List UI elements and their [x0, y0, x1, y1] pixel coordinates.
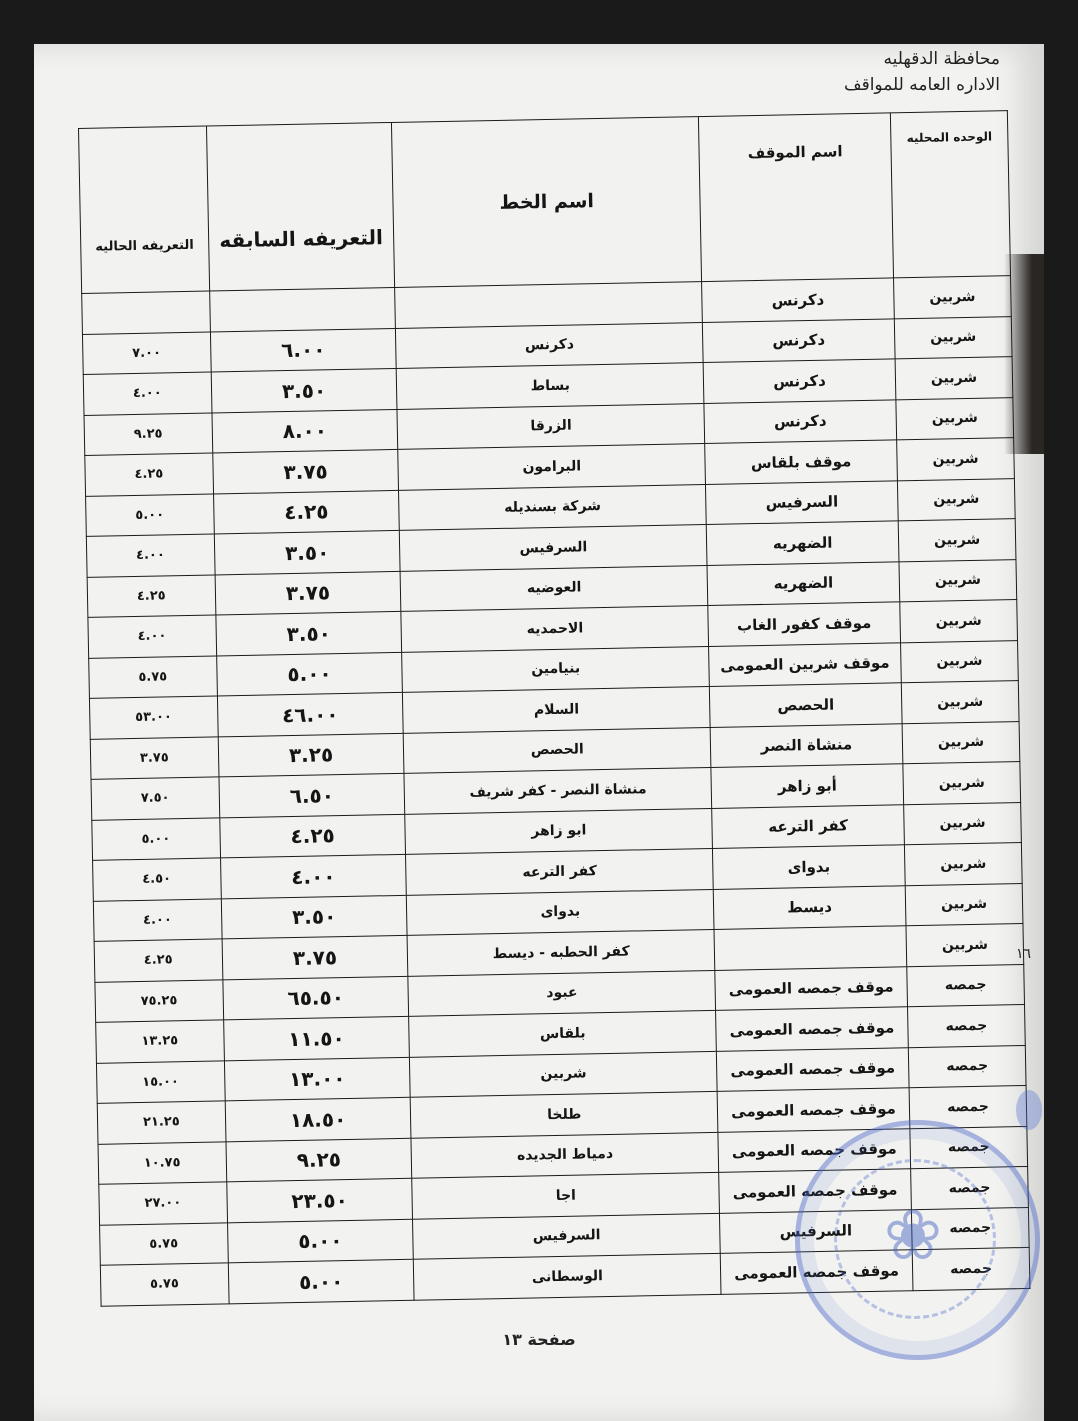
- cell-stop: أبو زاهر: [711, 764, 904, 808]
- cell-unit: شربين: [895, 357, 1013, 400]
- cell-stop: السرفيس: [719, 1209, 912, 1253]
- cell-line: عبود: [408, 970, 715, 1016]
- cell-curr: ٩.٢٥: [84, 412, 212, 455]
- cell-unit: شربين: [900, 600, 1018, 643]
- cell-line: البرامون: [398, 444, 705, 490]
- cell-stop: [714, 926, 907, 970]
- cell-line: ابو زاهر: [405, 808, 712, 854]
- cell-line: بساط: [397, 363, 704, 409]
- cell-prev: ٩.٢٥: [225, 1138, 412, 1182]
- cell-unit: جمصه: [911, 1207, 1029, 1250]
- cell-stop: موقف بلقاس: [705, 440, 898, 484]
- official-stamp: [795, 1120, 1040, 1360]
- cell-curr: ٣.٧٥: [90, 736, 218, 779]
- cell-prev: ٦٥.٥٠: [222, 976, 409, 1020]
- cell-curr: ٤.٠٠: [93, 898, 221, 941]
- page-number: صفحة ١٣: [502, 1330, 576, 1349]
- cell-prev: ٨.٠٠: [212, 409, 399, 453]
- cell-stop: الضهريه: [706, 521, 899, 565]
- cell-unit: جمصه: [910, 1126, 1028, 1169]
- cell-curr: ٥.٧٥: [89, 655, 217, 698]
- cell-unit: شربين: [902, 721, 1020, 764]
- cell-prev: ٤.٢٥: [213, 490, 400, 534]
- cell-prev: ٣.٢٥: [218, 733, 405, 777]
- cell-unit: جمصه: [907, 964, 1025, 1007]
- cell-curr: ٥.٧٥: [100, 1263, 228, 1306]
- col-header-prev: التعريفه السابقه: [206, 122, 395, 291]
- cell-line: بلقاس: [409, 1010, 716, 1056]
- cell-curr: ٥٣.٠٠: [89, 696, 217, 739]
- cell-stop: موقف شربين العمومى: [709, 642, 902, 686]
- cell-unit: جمصه: [912, 1247, 1030, 1290]
- cell-prev: ١٣.٠٠: [224, 1057, 411, 1101]
- cell-prev: ٣.٥٠: [221, 895, 408, 939]
- col-header-stop: اسم الموقف: [698, 113, 893, 282]
- col-header-curr: التعريفه الحاليه: [79, 126, 210, 293]
- cell-unit: شربين: [901, 681, 1019, 724]
- cell-line: كفر الترعه: [406, 848, 713, 894]
- cell-stop: دكرنس: [702, 278, 895, 322]
- cell-line: الزرقا: [397, 403, 704, 449]
- cell-unit: شربين: [906, 924, 1024, 967]
- cell-stop: موقف جمصه العمومى: [716, 1047, 909, 1091]
- cell-stop: دكرنس: [704, 399, 897, 443]
- cell-line: اجا: [412, 1172, 719, 1218]
- cell-prev: ٦.٥٠: [218, 773, 405, 817]
- cell-curr: ٥.٧٥: [100, 1222, 228, 1265]
- cell-prev: ١١.٥٠: [223, 1016, 410, 1060]
- cell-curr: ٤.٥٠: [93, 858, 221, 901]
- cell-line: الحصص: [404, 727, 711, 773]
- cell-unit: شربين: [896, 397, 1014, 440]
- cell-curr: ٥.٠٠: [86, 493, 214, 536]
- cell-stop: موقف كفور الغاب: [708, 602, 901, 646]
- cell-prev: ٤٦.٠٠: [217, 692, 404, 736]
- cell-line: طلخا: [411, 1091, 718, 1137]
- cell-curr: ٧.٥٠: [91, 777, 219, 820]
- cell-prev: ٣.٧٥: [222, 935, 409, 979]
- ink-mark: [1016, 1090, 1042, 1130]
- cell-stop: موقف جمصه العمومى: [718, 1128, 911, 1172]
- cell-prev: ٤.٠٠: [220, 854, 407, 898]
- cell-prev: ٥.٠٠: [227, 1219, 414, 1263]
- cell-unit: جمصه: [908, 1045, 1026, 1088]
- cell-curr: ١٠.٧٥: [98, 1141, 226, 1184]
- cell-curr: ٤.٠٠: [86, 534, 214, 577]
- cell-unit: شربين: [903, 762, 1021, 805]
- cell-prev: ٦.٠٠: [210, 328, 397, 372]
- cell-unit: شربين: [894, 276, 1012, 319]
- col-header-unit: الوحده المحليه: [890, 111, 1010, 278]
- cell-line: دكرنس: [396, 322, 703, 368]
- cell-unit: شربين: [894, 316, 1012, 359]
- cell-unit: شربين: [904, 802, 1022, 845]
- cell-unit: شربين: [899, 559, 1017, 602]
- cell-line: بنيامين: [402, 646, 709, 692]
- table-header-row: [79, 111, 1011, 294]
- cell-line: العوضيه: [401, 565, 708, 611]
- cell-stop: موقف جمصه العمومى: [719, 1169, 912, 1213]
- cell-stop: كفر الترعه: [712, 804, 905, 848]
- cell-line: الاحمديه: [401, 605, 708, 651]
- cell-curr: ٤.٢٥: [94, 939, 222, 982]
- cell-curr: ١٣.٢٥: [96, 1020, 224, 1063]
- cell-unit: شربين: [897, 478, 1015, 521]
- cell-stop: موقف جمصه العمومى: [715, 966, 908, 1010]
- cell-stop: دكرنس: [702, 318, 895, 362]
- cell-prev: ٥.٠٠: [228, 1259, 415, 1303]
- cell-stop: الضهريه: [707, 561, 900, 605]
- cell-curr: ٤.٢٥: [87, 574, 215, 617]
- cell-unit: شربين: [905, 883, 1023, 926]
- cell-prev: ٣.٥٠: [215, 611, 402, 655]
- cell-unit: شربين: [901, 640, 1019, 683]
- cell-curr: ٥.٠٠: [92, 817, 220, 860]
- cell-curr: ٧٥.٢٥: [95, 979, 223, 1022]
- col-header-line: اسم الخط: [392, 117, 702, 288]
- cell-stop: موقف جمصه العمومى: [716, 1007, 909, 1051]
- cell-curr: ٤.٠٠: [88, 615, 216, 658]
- eagle-emblem-icon: ❀: [883, 1194, 943, 1276]
- cell-curr: ٢١.٢٥: [97, 1101, 225, 1144]
- row-number: ١٦: [1016, 946, 1032, 962]
- cell-stop: بدواى: [712, 845, 905, 889]
- cell-stop: الحصص: [709, 683, 902, 727]
- cell-stop: ديسط: [713, 885, 906, 929]
- document-header: [844, 46, 1000, 98]
- cell-unit: شربين: [904, 843, 1022, 886]
- cell-unit: جمصه: [908, 1004, 1026, 1047]
- cell-curr: ٤.٠٠: [83, 372, 211, 415]
- cell-unit: جمصه: [909, 1085, 1027, 1128]
- cell-curr: [82, 291, 210, 334]
- cell-unit: شربين: [898, 519, 1016, 562]
- cell-line: السلام: [403, 686, 710, 732]
- cell-stop: موقف جمصه العمومى: [720, 1250, 913, 1294]
- cell-prev: ٣.٥٠: [211, 368, 398, 412]
- cell-prev: ٤.٢٥: [219, 814, 406, 858]
- governorate-title: محافظة الدقهليه: [883, 49, 1000, 69]
- cell-unit: جمصه: [911, 1166, 1029, 1209]
- cell-curr: ١٥.٠٠: [96, 1060, 224, 1103]
- cell-prev: ١٨.٥٠: [225, 1097, 412, 1141]
- cell-line: السرفيس: [413, 1213, 720, 1259]
- cell-stop: منشاة النصر: [710, 723, 903, 767]
- cell-line: كفر الحطبه - ديسط: [408, 929, 715, 975]
- cell-curr: ٤.٢٥: [85, 453, 213, 496]
- cell-line: بدواى: [407, 889, 714, 935]
- cell-prev: ٣.٧٥: [212, 449, 399, 493]
- cell-line: منشاة النصر - كفر شريف: [404, 767, 711, 813]
- cell-stop: السرفيس: [705, 480, 898, 524]
- cell-line: الوسطانى: [414, 1253, 721, 1299]
- cell-stop: دكرنس: [703, 359, 896, 403]
- cell-line: دمياط الجديده: [411, 1132, 718, 1178]
- department-title: الاداره العامه للمواقف: [843, 75, 1000, 95]
- cell-prev: ٣.٧٥: [215, 571, 402, 615]
- cell-unit: شربين: [897, 438, 1015, 481]
- cell-line: [395, 282, 702, 328]
- cell-curr: ٢٧.٠٠: [99, 1182, 227, 1225]
- cell-stop: موقف جمصه العمومى: [717, 1088, 910, 1132]
- cell-prev: [209, 287, 396, 331]
- cell-line: شركة بسنديله: [399, 484, 706, 530]
- cell-prev: ٢٣.٥٠: [226, 1178, 413, 1222]
- cell-line: السرفيس: [400, 525, 707, 571]
- cell-prev: ٥.٠٠: [216, 652, 403, 696]
- cell-curr: ٧.٠٠: [82, 332, 210, 375]
- cell-prev: ٣.٥٠: [214, 530, 401, 574]
- cell-line: شربين: [410, 1051, 717, 1097]
